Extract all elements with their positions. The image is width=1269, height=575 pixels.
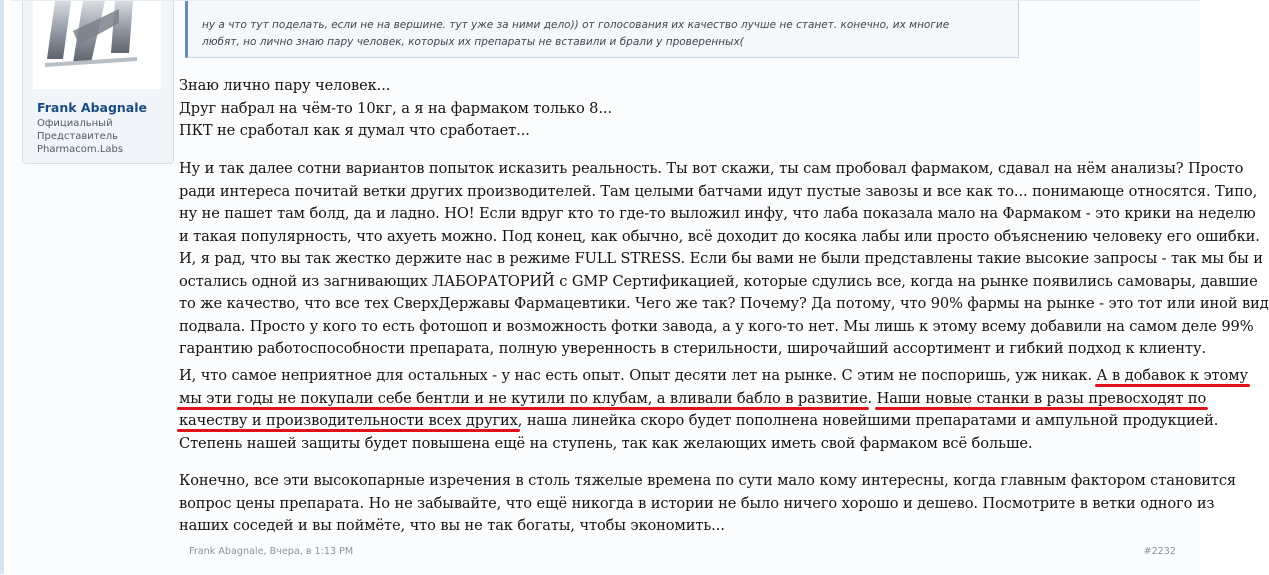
text-line: Друг набрал на чём-то 10кг, а я на фармаком только 8... (179, 99, 612, 117)
post-meta (189, 546, 353, 557)
text-run: И, что самое неприятное для остальных - у нас есть опыт. Опыт десяти лет на рынке. С этим не поспоришь, уж никак. (179, 367, 1097, 384)
avatar[interactable] (33, 1, 161, 89)
text-line: наших соседей и вы поймёте, что вы не так богаты, чтобы экономить... (179, 517, 725, 534)
post-number-link[interactable]: #2232 (1143, 546, 1176, 557)
text-line: Знаю лично пару человек... (179, 77, 391, 94)
text-line: ради интереса почитай ветки других производителей. Там целыми батчами идут пустые завозы и все как то... понимающе относятся. Типо, (179, 182, 1258, 200)
text-line: подвала. Просто у кого то есть фотошоп и возможность фотки завода, а у кого-то нет. Мы лишь к этому всему добавили на самом деле 99% (179, 317, 1254, 335)
text-line: Ну и так далее сотни вариантов попыток исказить реальность. Ты вот скажи, ты сам пробовал фармаком, сдавал на нём анализы? Просто (179, 160, 1244, 177)
underlined-text: качеству и производительности всех других (179, 412, 518, 429)
post-date-link[interactable]: Вчера, в 1:13 PM (269, 546, 354, 557)
text-line: остались одной из загнивающих ЛАБОРАТОРИЙ с GMP Сертификацией, которые сдулись все, когда на рынке появились самовары, давшие (179, 272, 1258, 290)
text-line: Степень нашей защиты будет повышена ещё на ступень, так как желающих иметь свой фармаком всё больше. (179, 434, 1033, 452)
text-line (179, 410, 1219, 433)
underlined-text: А в добавок к этому (1096, 367, 1248, 384)
text-line: гарантию работоспособности препарата, полную уверенность в стерильности, широчайший ассортимент и гибкий подход к клиенту. (179, 340, 1207, 357)
text-line: Конечно, все эти высокопарные изречения в столь тяжелые времена по сути мало кому интересны, когда главным фактором становится (179, 472, 1237, 489)
message-paragraph (179, 470, 1237, 538)
meta-separator: , (263, 546, 270, 557)
message-paragraph (179, 158, 1269, 361)
user-title-line: Представитель (37, 131, 119, 142)
forum-post (10, 0, 1269, 575)
text-line: И, я рад, что вы так жестко держите нас в режиме FULL STRESS. Если бы вами не были представлены такие высокие запросы - так мы бы и (179, 250, 1263, 267)
text-run: , наша линейка скоро будет пополнена новейшими препаратами и ампульной продукцией. (517, 412, 1219, 429)
user-title-line: Официальный (37, 118, 113, 129)
message-paragraph (179, 365, 1248, 455)
left-rule (0, 0, 4, 574)
text-line: то же качество, что все тех СверхДержавы Фармацевтики. Чего же так? Почему? Да потому, что 90% фармы на рынке - это тот или иной вид (179, 295, 1269, 312)
quote-block (185, 1, 1019, 58)
text-run: . (867, 389, 877, 407)
text-line: ну не пашет там болд, да и ладно. НО! Если вдруг кто то где-то выложил инфу, что лаба показала мало на Фармаком - это крики на неделю (179, 205, 1256, 222)
user-title-line: Pharmacom.Labs (37, 144, 124, 155)
quote-line: ну а что тут поделать, если не на вершине. тут уже за ними дело)) от голосования их качество лучше не станет. конечно, их многие (202, 19, 950, 31)
user-title (37, 117, 167, 156)
underlined-text: Наши новые станки в разы превосходят по (876, 389, 1207, 407)
quote-line: любят, но лично знаю пару человек, которых их препараты не вставили и брали у проверенных( (202, 36, 744, 48)
quote-text (202, 17, 1007, 51)
message-paragraph (179, 75, 1139, 143)
text-line: и такая популярность, что ахуеть можно. Под конец, как обычно, всё доходит до косяка лабы или просто объяснению человеку его ошибки. (179, 227, 1260, 245)
text-line: ПКТ не сработал как я думал что сработает... (179, 122, 530, 139)
underlined-text: мы эти годы не покупали себе бентли и не кутили по клубам, а вливали бабло в развитие (179, 389, 868, 407)
text-line (179, 388, 1207, 411)
logo-icon (33, 1, 161, 89)
text-line (179, 365, 1248, 388)
author-link[interactable]: Frank Abagnale (189, 546, 264, 557)
text-line: вопрос цены препарата. Но не забывайте, что ещё никогда в истории не было ничего хорошо и дешево. Посмотрите в ветки одного из (179, 494, 1215, 512)
user-card (22, 1, 174, 164)
username-link[interactable]: Frank Abagnale (37, 100, 148, 115)
